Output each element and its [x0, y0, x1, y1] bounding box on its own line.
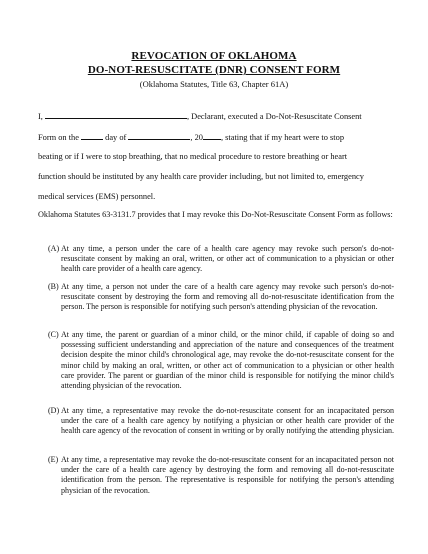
day-blank[interactable] — [81, 131, 103, 140]
item-text: At any time, a person under the care of a health care agency may revoke such person's do-not-resuscitate consent by making an oral, written, or other act of communication to a physician or other health care provider of a health care agency. — [61, 244, 394, 274]
declaration-line-5: medical services (EMS) personnel. — [38, 192, 156, 201]
item-letter: (E) — [48, 455, 59, 464]
revocation-item-a — [48, 244, 394, 275]
revocation-item-d — [48, 406, 394, 437]
declaration-text-form-on: Form on the — [38, 133, 79, 142]
item-text: At any time, a representative may revoke the do-not-resuscitate consent for an incapacitated person not under the care of a health care agency by destroying the form and removing all do-not-resuscitate identification from the person. The representative is responsible for notifying the person's attending physician of the revocation. — [61, 455, 394, 495]
declaration-text-20: 20 — [194, 133, 203, 142]
item-letter: (B) — [48, 282, 59, 291]
revocation-item-e — [48, 455, 394, 496]
document-title-line-2: DO-NOT-RESUSCITATE (DNR) CONSENT FORM — [87, 64, 341, 76]
declaration-text-stating: , stating that if my heart were to stop — [220, 133, 345, 142]
declaration-line-3: beating or if I were to stop breathing, that no medical procedure to restore breathing or heart — [38, 152, 348, 161]
item-letter: (C) — [48, 330, 59, 339]
declaration-text-day-of: day of — [105, 133, 127, 142]
document-title-line-1: REVOCATION OF OKLAHOMA — [131, 50, 297, 62]
year-blank[interactable] — [203, 131, 221, 140]
revocation-item-b — [48, 282, 394, 313]
statute-subtitle: (Oklahoma Statutes, Title 63, Chapter 61A) — [139, 79, 289, 89]
declarant-name-blank[interactable] — [45, 110, 187, 119]
month-blank[interactable] — [128, 131, 193, 142]
declaration-line-4: function should be instituted by any health care provider including, but not limited to, emergency — [38, 172, 364, 181]
declaration-word-i: I, — [38, 112, 43, 121]
declaration-line-1 — [38, 110, 391, 121]
declaration-text-comma: , — [190, 133, 193, 142]
item-text: At any time, the parent or guardian of a minor child, or the minor child, if capable of doing so and possessing sufficient understanding and appreciation of the nature and consequences of the treatment decision despite the minor child's chronological age, may revoke the do-not-resuscitate consent for the minor child by making an oral, written, or other act of communication to a physician or other health care provider. The parent or guardian of the minor child is responsible for notifying the minor child's attending physician of the revocation. — [61, 330, 394, 391]
item-text: At any time, a representative may revoke the do-not-resuscitate consent for an incapacitated person under the care of a health care agency by notifying a physician or other health care provider of the health care agency of the revocation of consent in writing or by orally notifying the attending physician. — [61, 406, 395, 436]
item-letter: (A) — [48, 244, 60, 253]
declaration-line-2 — [38, 131, 391, 142]
declaration-text-declarant: , Declarant, executed a Do-Not-Resuscitate Consent — [186, 112, 362, 121]
revocation-item-c — [48, 330, 394, 391]
item-text: At any time, a person not under the care of a health care agency may revoke such person's do-not-resuscitate consent by destroying the form and removing all do-not-resuscitate identification from the person. The person is responsible for notifying such person's attending physician of the revocation. — [61, 282, 394, 312]
revocation-intro: Oklahoma Statutes 63-3131.7 provides that I may revoke this Do-Not-Resuscitate Consent Form as follows: — [38, 210, 393, 219]
item-letter: (D) — [48, 406, 60, 415]
